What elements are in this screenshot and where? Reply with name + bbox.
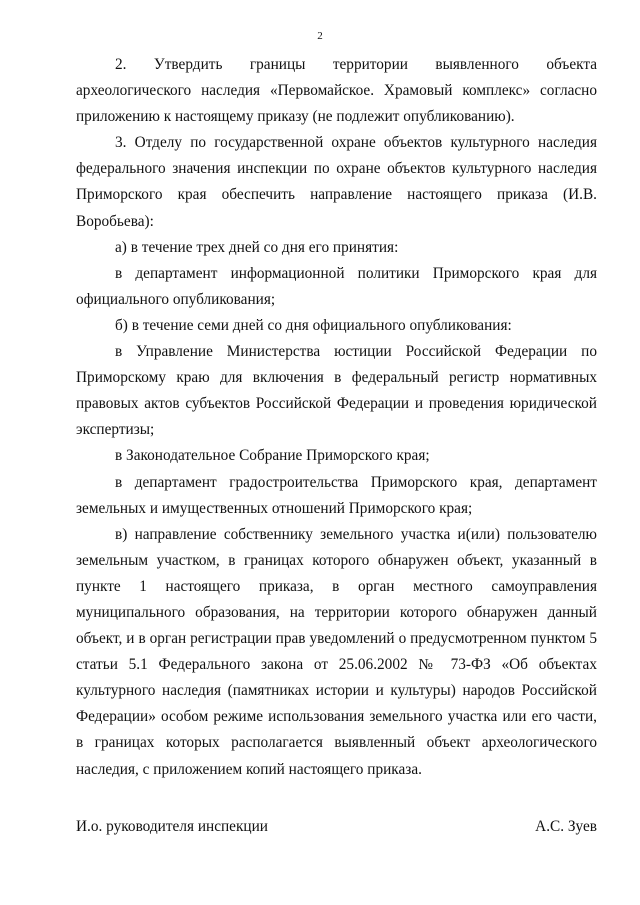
page-number: 2 [317,30,323,42]
paragraph-subitem-b: б) в течение семи дней со дня официального опубликования: [115,316,512,334]
signatory-name: А.С. Зуев [535,818,597,835]
signatory-position: И.о. руководителя инспекции [76,818,268,835]
paragraph-subitem-a: а) в течение трех дней со дня его принятия: [115,238,399,256]
paragraph-item-2: 2. Утвердить границы территории выявленного объекта археологического наследия «Первомайское. Храмовый комплекс» согласно приложению к настоящему приказу (не подлежит опубликованию). [76,56,597,126]
paragraph-item-3: 3. Отделу по государственной охране объектов культурного наследия федерального значения инспекции по охране объектов культурного наследия Приморского края обеспечить направление настоящего приказа (И.В. Воробьева): [76,134,597,230]
paragraph-recipient-info-policy: в департамент информационной политики Приморского края для официального опубликования; [76,264,597,308]
document-body [76,52,597,783]
paragraph-recipient-legislative-assembly: в Законодательное Собрание Приморского края; [115,447,430,465]
paragraph-subitem-v: в) направление собственнику земельного участка и(или) пользователю земельным участком, в границах которого обнаружен объект, указанный в пункте 1 настоящего приказа, в орган местного самоуправления муниципального образования, на территории которого обнаружен данный объект, и в орган регистрации прав уведомлений о предусмотренном пунктом 5 статьи 5.1 Федерального закона от 25.06.2002 № 73-ФЗ «Об объектах культурного наследия (памятниках истории и культуры) народов Российской Федерации» особом режиме использования земельного участка или его части, в границах которых располагается выявленный объект археологического наследия, с приложением копий настоящего приказа. [76,525,597,778]
signature-block [76,818,597,836]
paragraph-recipient-departments: в департамент градостроительства Приморского края, департамент земельных и имущественных отношений Приморского края; [76,473,597,517]
paragraph-recipient-justice-ministry: в Управление Министерства юстиции Российской Федерации по Приморскому краю для включения в федеральный регистр нормативных правовых актов субъектов Российской Федерации и проведения юридической экспертизы; [76,343,597,439]
